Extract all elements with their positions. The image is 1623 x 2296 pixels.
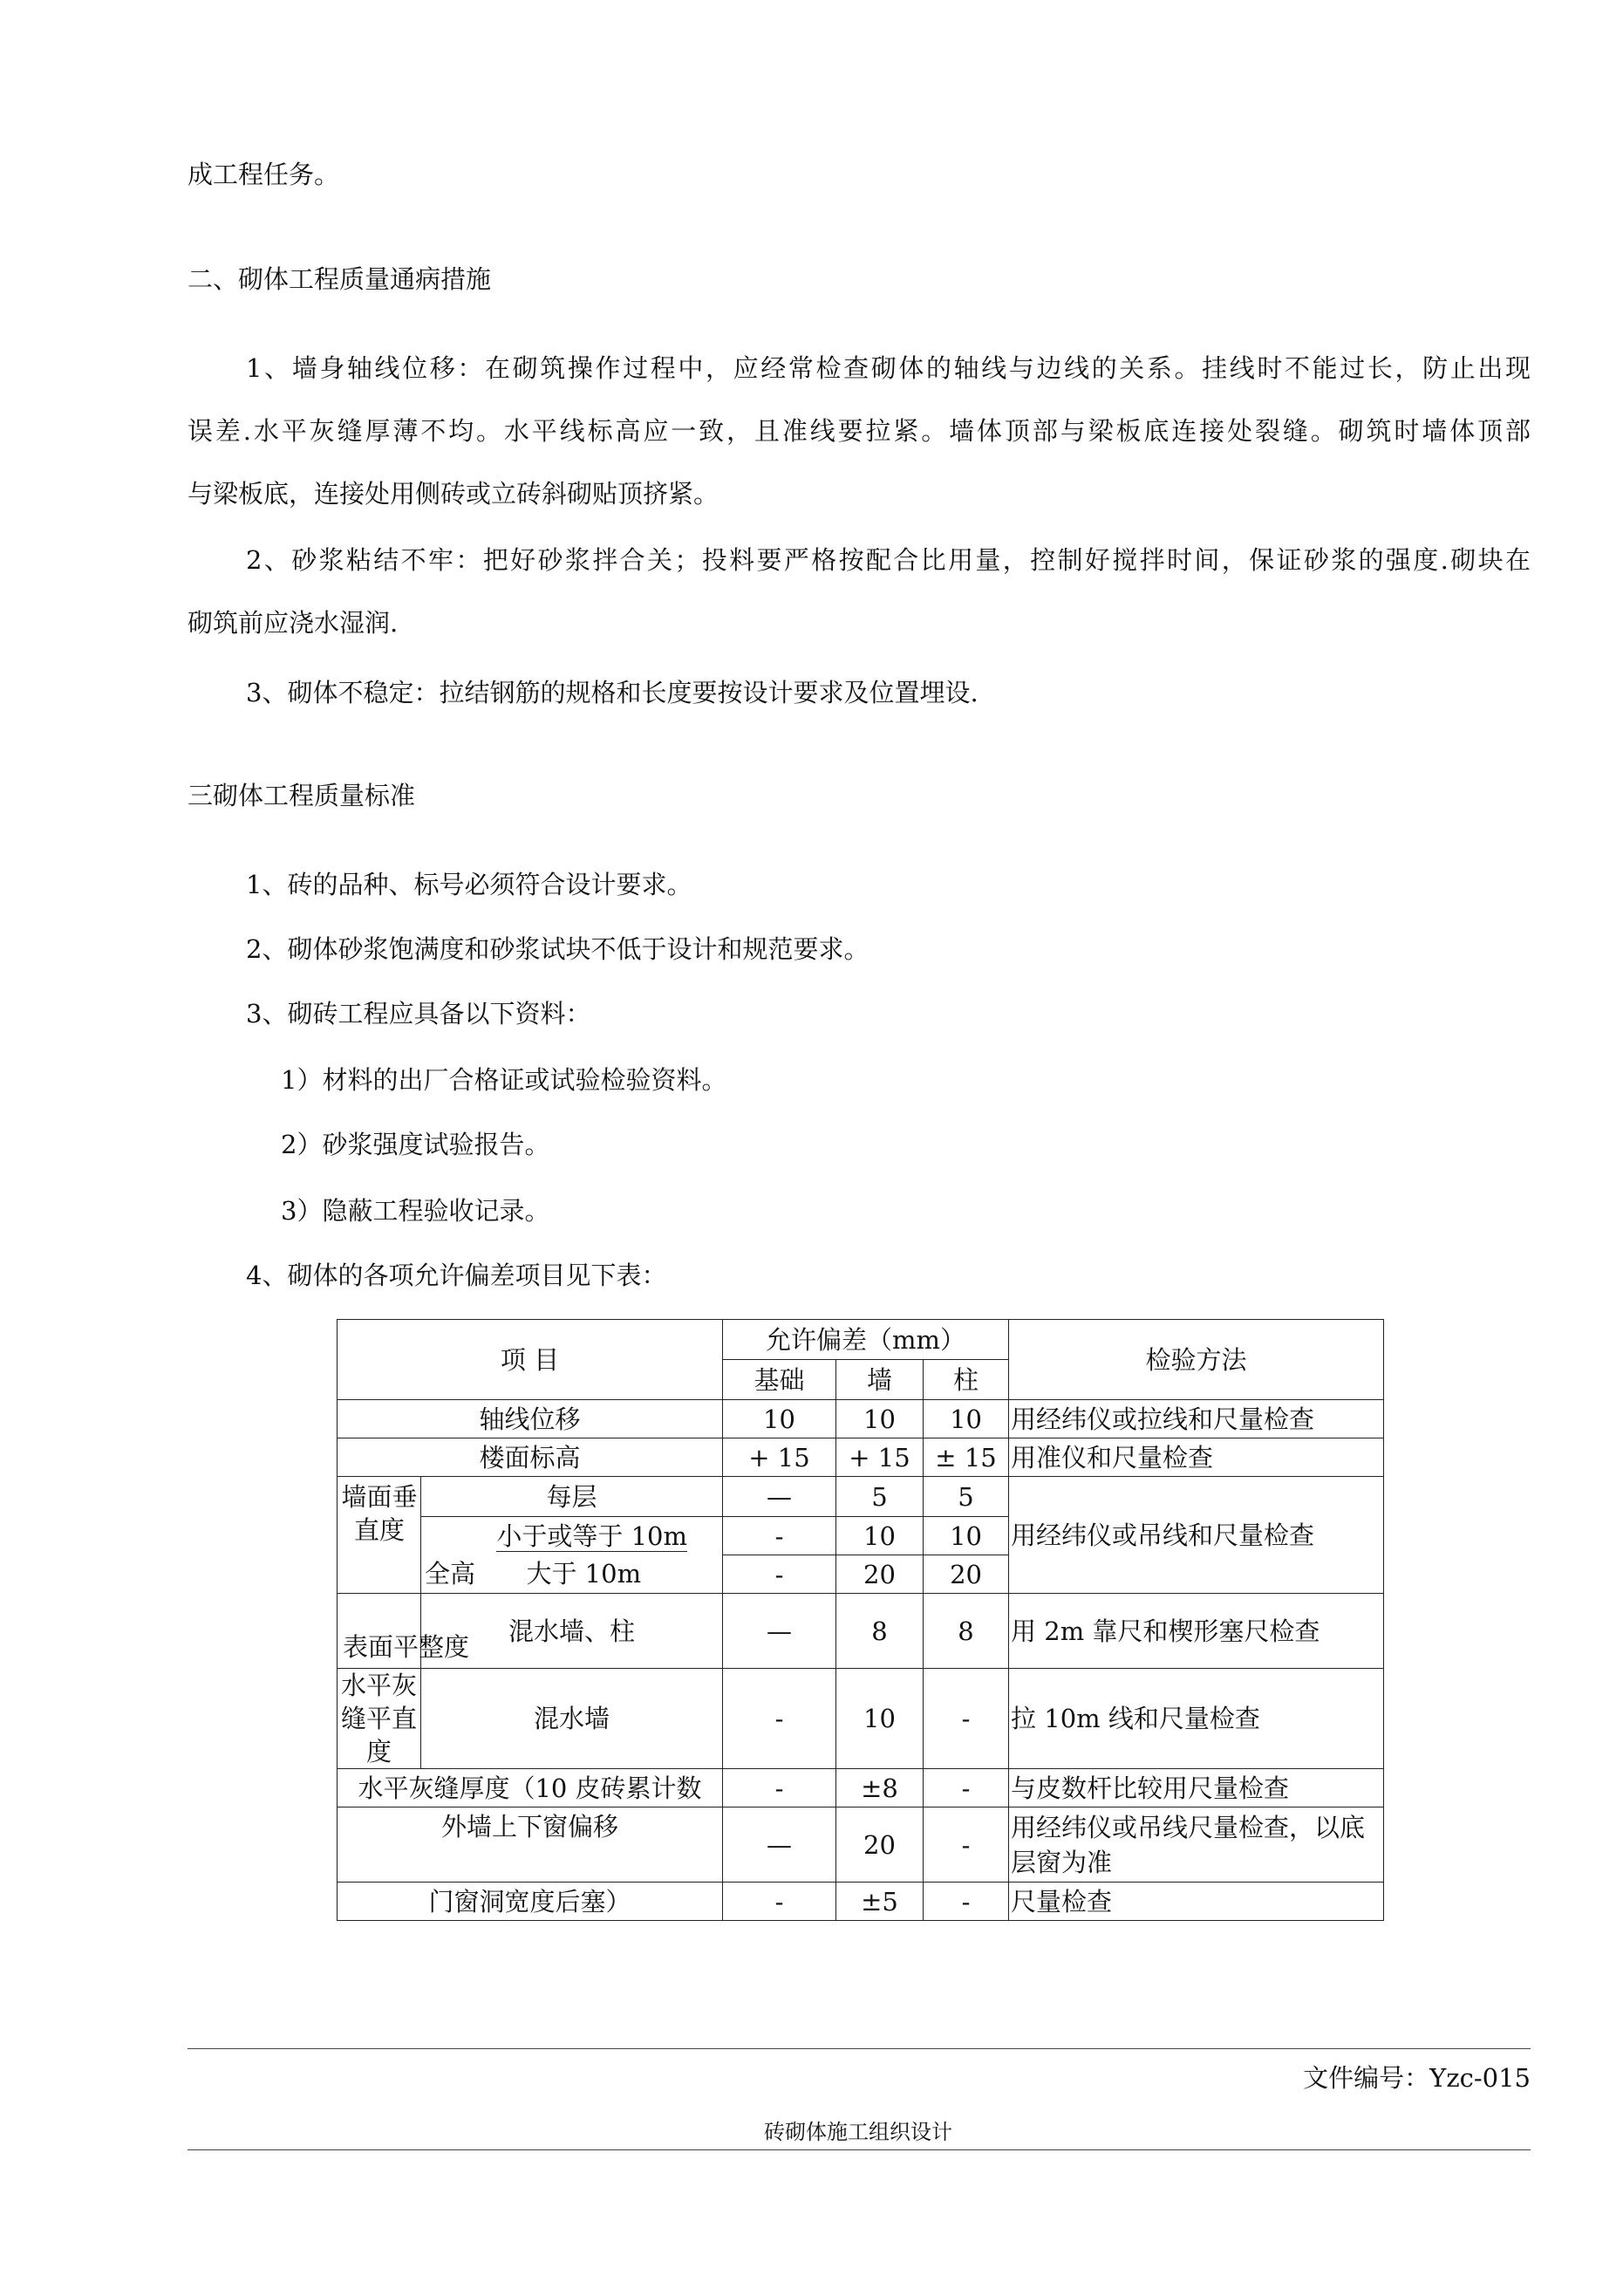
cell-wall: 10 — [836, 1669, 924, 1769]
row-label — [421, 1517, 723, 1555]
row-label: 门窗洞宽度后塞） — [338, 1883, 723, 1921]
cell-foundation: — — [723, 1594, 836, 1669]
row-label: 楼面标高 — [338, 1438, 723, 1477]
cell-wall: ±8 — [836, 1769, 924, 1807]
deviation-table — [337, 1319, 1384, 1921]
para-3-line-2: 砌筑前应浇水湿润. — [188, 608, 399, 638]
header-wall: 墙 — [836, 1360, 924, 1400]
table-row — [338, 1438, 1384, 1477]
row-label-text: 大于 10m — [526, 1559, 642, 1589]
standard-4: 4、砌体的各项允许偏差项目见下表： — [246, 1261, 667, 1290]
cell-foundation: - — [723, 1769, 836, 1807]
row-label: 混水墙、柱 — [421, 1594, 723, 1669]
standard-3: 3、砌砖工程应具备以下资料： — [246, 999, 591, 1028]
table-row — [338, 1669, 1384, 1769]
standard-1: 1、砖的品种、标号必须符合设计要求。 — [246, 870, 692, 899]
standard-3-item-3: 3）隐蔽工程验收记录。 — [281, 1196, 550, 1226]
table-row — [338, 1400, 1384, 1438]
row-label: 混水墙 — [421, 1669, 723, 1769]
cell-wall: 20 — [836, 1807, 924, 1883]
cell-method: 用经纬仪或拉线和尺量检查 — [1009, 1400, 1384, 1438]
para-2-line-2: 误差.水平灰缝厚薄不均。水平线标高应一致，且准线要拉紧。墙体顶部与梁板底连接处裂缝。砌筑时墙体顶部 — [188, 416, 1531, 446]
cell-foundation: - — [723, 1883, 836, 1921]
table-row — [338, 1594, 1384, 1669]
section-heading-3: 三砌体工程质量标准 — [188, 781, 416, 810]
row-label: 外墙上下窗偏移 — [338, 1807, 723, 1883]
cell-column: 8 — [924, 1594, 1009, 1669]
cell-wall: + 15 — [836, 1438, 924, 1477]
cell-column: 5 — [924, 1477, 1009, 1517]
standard-3-item-2: 2）砂浆强度试验报告。 — [281, 1130, 550, 1159]
cell-method: 用 2m 靠尺和楔形塞尺检查 — [1009, 1594, 1384, 1669]
document-title: 砖砌体施工组织设计 — [764, 2120, 952, 2144]
cell-method: 用经纬仪或吊线和尺量检查 — [1009, 1477, 1384, 1594]
cell-column: 10 — [924, 1400, 1009, 1438]
header-method: 检验方法 — [1009, 1320, 1384, 1400]
para-3-line-1: 2、砂浆粘结不牢：把好砂浆拌合关；投料要严格按配合比用量，控制好搅拌时间，保证砂浆的强度.砌块在 — [246, 545, 1531, 575]
para-4: 3、砌体不稳定：拉结钢筋的规格和长度要按设计要求及位置埋设. — [246, 678, 979, 707]
cell-method: 用经纬仪或吊线尺量检查，以底层窗为准 — [1009, 1807, 1384, 1883]
cell-foundation: - — [723, 1517, 836, 1555]
row-label: 轴线位移 — [338, 1400, 723, 1438]
row-group-label: 表面平整度 — [338, 1594, 421, 1669]
cell-foundation: 10 — [723, 1400, 836, 1438]
row-label-text: 小于或等于 10m — [496, 1520, 687, 1551]
para-continuation: 成工程任务。 — [188, 160, 340, 189]
cell-column: - — [924, 1669, 1009, 1769]
cell-foundation: — — [723, 1477, 836, 1517]
cell-method: 用准仪和尺量检查 — [1009, 1438, 1384, 1477]
para-2-line-3: 与梁板底，连接处用侧砖或立砖斜砌贴顶挤紧。 — [188, 479, 719, 509]
cell-wall: 10 — [836, 1400, 924, 1438]
cell-wall: ±5 — [836, 1883, 924, 1921]
full-height-label: 全高 — [425, 1559, 476, 1589]
cell-method: 与皮数杆比较用尺量检查 — [1009, 1769, 1384, 1807]
para-2-line-1: 1、墙身轴线位移：在砌筑操作过程中，应经常检查砌体的轴线与边线的关系。挂线时不能过长，防止出现 — [246, 353, 1531, 383]
cell-method: 尺量检查 — [1009, 1883, 1384, 1921]
header-item: 项 目 — [338, 1320, 723, 1400]
cell-wall: 8 — [836, 1594, 924, 1669]
vertical-group-text: 墙面垂直度 — [341, 1482, 418, 1545]
footer-top-rule — [188, 2048, 1531, 2049]
table-row — [338, 1477, 1384, 1517]
cell-column: - — [924, 1883, 1009, 1921]
section-heading-2: 二、砌体工程质量通病措施 — [188, 264, 492, 294]
table-row — [338, 1807, 1384, 1883]
document-number: 文件编号：Yzc-015 — [1303, 2063, 1531, 2093]
cell-column: ± 15 — [924, 1438, 1009, 1477]
row-label: 每层 — [421, 1477, 723, 1517]
cell-column: - — [924, 1807, 1009, 1883]
cell-column: 10 — [924, 1517, 1009, 1555]
cell-method: 拉 10m 线和尺量检查 — [1009, 1669, 1384, 1769]
row-label: 水平灰缝厚度（10 皮砖累计数 — [338, 1769, 723, 1807]
cell-column: - — [924, 1769, 1009, 1807]
row-label — [421, 1555, 723, 1594]
cell-wall: 5 — [836, 1477, 924, 1517]
row-group-label: 水平灰缝平直度 — [338, 1669, 421, 1769]
standard-2: 2、砌体砂浆饱满度和砂浆试块不低于设计和规范要求。 — [246, 934, 869, 964]
header-allowed-deviation: 允许偏差（mm） — [723, 1320, 1009, 1360]
footer-bottom-rule — [188, 2149, 1531, 2150]
cell-foundation: - — [723, 1669, 836, 1769]
table-row — [338, 1883, 1384, 1921]
cell-foundation: — — [723, 1807, 836, 1883]
header-column: 柱 — [924, 1360, 1009, 1400]
cell-foundation: + 15 — [723, 1438, 836, 1477]
header-foundation: 基础 — [723, 1360, 836, 1400]
cell-column: 20 — [924, 1555, 1009, 1594]
table-row — [338, 1769, 1384, 1807]
cell-foundation: - — [723, 1555, 836, 1594]
cell-wall: 20 — [836, 1555, 924, 1594]
cell-wall: 10 — [836, 1517, 924, 1555]
standard-3-item-1: 1）材料的出厂合格证或试验检验资料。 — [281, 1065, 727, 1095]
vertical-group-label — [338, 1477, 421, 1594]
